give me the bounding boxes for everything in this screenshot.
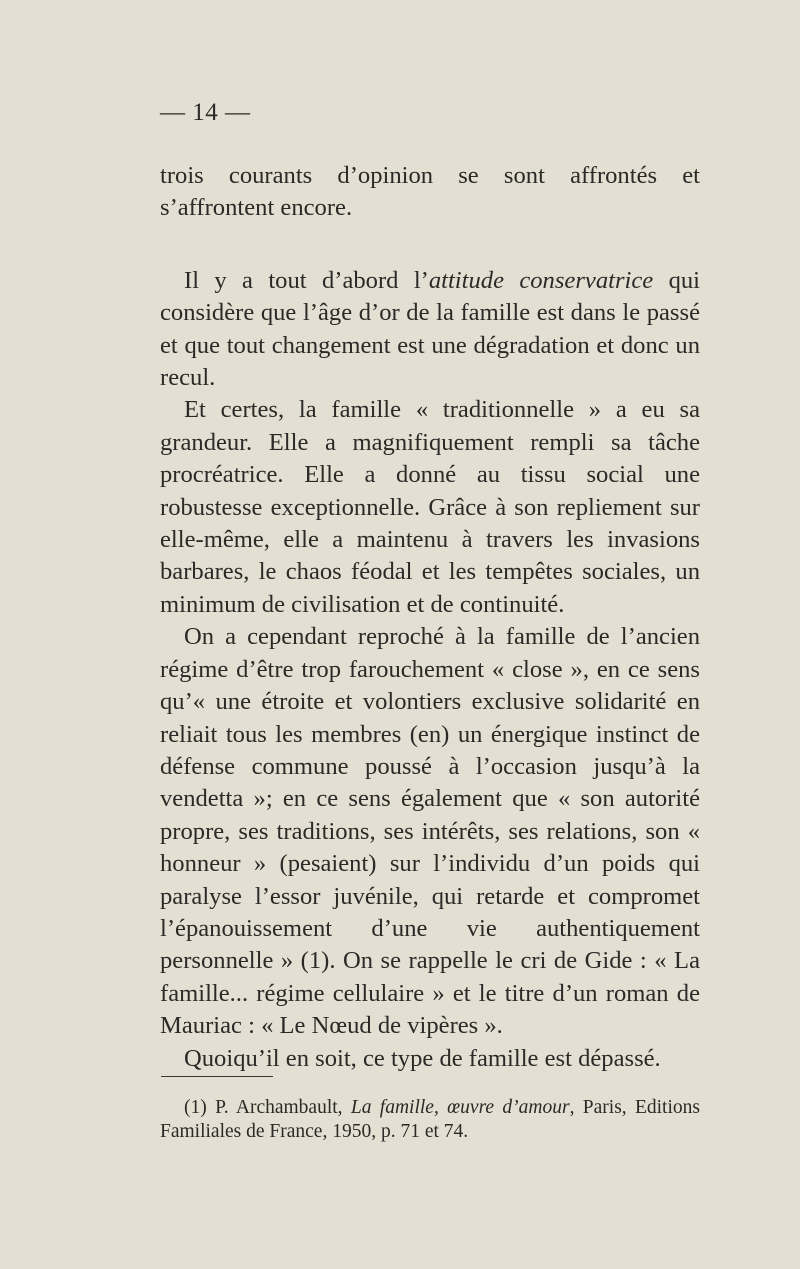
paragraph-2-italic: attitude conservatrice (428, 266, 654, 294)
paragraph-1: trois courants d’opinion se sont affrontés et s’affrontent encore. (160, 162, 700, 222)
page-number: — 14 — (160, 99, 251, 126)
footnote-text (160, 1096, 700, 1144)
footnote-suffix: , Paris, Editions Familiales de France, 1950, p. 71 et 74. (160, 1097, 700, 1142)
paragraph-5: Quoiqu’il en soit, ce type de famille est dépassé. (184, 1044, 661, 1072)
paragraph-2-start: Il y a tout d’abord l’ (184, 266, 429, 294)
footnote-prefix: (1) P. Archambault, (184, 1097, 351, 1118)
footnote-title: La famille, œuvre d’amour (350, 1097, 570, 1118)
paragraph-2 (160, 265, 700, 395)
footnote (160, 1096, 700, 1144)
paragraph-4: On a cependant reproché à la famille de l’ancien régime d’être trop farouchement « close », en ce sens qu’« une étroite et volontiers exclusive solidarité en reliait tous les membres (en) un énergique instinct de défense commune poussé à l’occasion jusqu’à la vendetta »; en ce sens également que « son autorité propre, ses traditions, ses intérêts, ses relations, son « honneur » (pesaient) sur l’individu d’un poids qui paralyse l’essor juvénile, qui retarde et compromet l’épanouissement d’une vie authentiquement personnelle » (1). On se rappelle le cri de Gide : « La famille... régime cellulaire » et le titre d’un roman de Mauriac : « Le Nœud de vipères ». (160, 623, 700, 1040)
footnote-divider (161, 1076, 273, 1077)
paragraph-3: Et certes, la famille « traditionnelle » a eu sa grandeur. Elle a magnifiquement rempli sa tâche procréatrice. Elle a donné au tissu social une robustesse exceptionnelle. Grâce à son repliement sur elle-même, elle a maintenu à travers les invasions barbares, le chaos féodal et les tempêtes sociales, un minimum de civilisation et de continuité. (160, 396, 700, 618)
body-text (160, 160, 700, 1075)
paragraph-2-end: qui considère que l’âge d’or de la famille est dans le passé et que tout changement est une dégradation et donc un recul. (160, 266, 700, 392)
